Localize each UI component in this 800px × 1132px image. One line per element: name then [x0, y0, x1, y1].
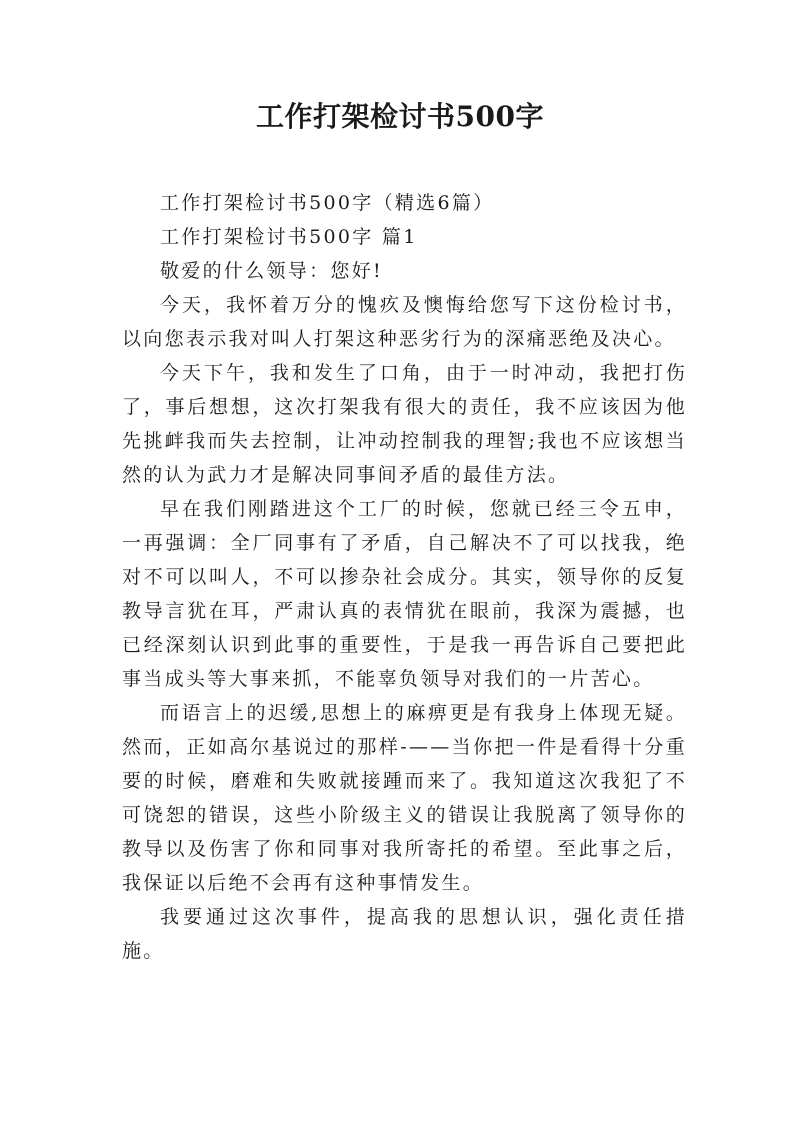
body-paragraph: 今天下午，我和发生了口角，由于一时冲动，我把打伤了，事后想想，这次打架我有很大的责任，我不应该因为他先挑衅我而失去控制，让冲动控制我的理智;我也不应该想当然的认为武力才是解决同事间矛盾的最佳方法。	[122, 362, 687, 486]
section-heading: 工作打架检讨书500字 篇1	[160, 226, 418, 248]
body-paragraph: 今天，我怀着万分的愧疚及懊悔给您写下这份检讨书，以向您表示我对叫人打架这种恶劣行为的深痛恶绝及决心。	[122, 294, 687, 350]
document-title: 工作打架检讨书500字	[256, 100, 544, 133]
body-paragraph: 而语言上的迟缓,思想上的麻痹更是有我身上体现无疑。然而，正如高尔基说过的那样-——当你把一件是看得十分重要的时候，磨难和失败就接踵而来了。我知道这次我犯了不可饶恕的错误，这些小阶级主义的错误让我脱离了领导你的教导以及伤害了你和同事对我所寄托的希望。至此事之后，我保证以后绝不会再有这种事情发生。	[122, 702, 687, 894]
body-paragraph: 早在我们刚踏进这个工厂的时候，您就已经三令五申，一再强调：全厂同事有了矛盾，自己解决不了可以找我，绝对不可以叫人，不可以掺杂社会成分。其实，领导你的反复教导言犹在耳，严肃认真的表情犹在眼前，我深为震撼，也已经深刻认识到此事的重要性，于是我一再告诉自己要把此事当成头等大事来抓，不能辜负领导对我们的一片苦心。	[122, 498, 687, 690]
document-body	[122, 186, 687, 968]
subtitle-line: 工作打架检讨书500字（精选6篇）	[160, 192, 495, 214]
salutation: 敬爱的什么领导：您好!	[160, 260, 383, 282]
body-paragraph: 我要通过这次事件，提高我的思想认识，强化责任措施。	[122, 906, 687, 962]
